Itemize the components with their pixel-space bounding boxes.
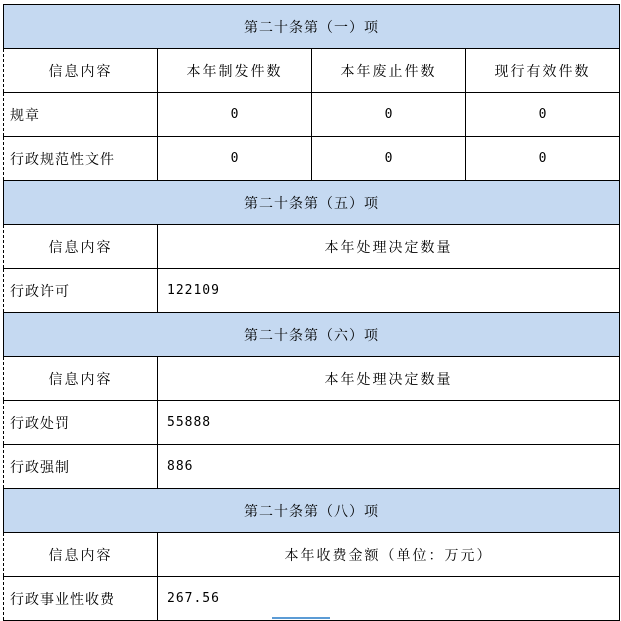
table-cell: 0 — [158, 137, 312, 181]
column-header-row — [4, 225, 620, 269]
row-label: 规章 — [4, 93, 158, 137]
table-row — [4, 137, 620, 181]
table-cell: 0 — [312, 93, 466, 137]
column-header: 本年处理决定数量 — [158, 357, 620, 401]
table-cell: 886 — [158, 445, 620, 489]
column-header: 本年废止件数 — [312, 49, 466, 93]
section-title: 第二十条第（一）项 — [4, 5, 620, 49]
table-row — [4, 269, 620, 313]
column-header: 现行有效件数 — [466, 49, 620, 93]
column-header-row — [4, 49, 620, 93]
table-row — [4, 401, 620, 445]
row-label: 行政处罚 — [4, 401, 158, 445]
column-header: 本年制发件数 — [158, 49, 312, 93]
column-header: 信息内容 — [4, 225, 158, 269]
row-label: 行政许可 — [4, 269, 158, 313]
table-row — [4, 93, 620, 137]
table-cell: 55888 — [158, 401, 620, 445]
section-title: 第二十条第（八）项 — [4, 489, 620, 533]
row-label: 行政事业性收费 — [4, 577, 158, 621]
column-header-row — [4, 357, 620, 401]
section-title: 第二十条第（六）项 — [4, 313, 620, 357]
table-cell: 0 — [466, 93, 620, 137]
table-cell: 0 — [466, 137, 620, 181]
column-header: 信息内容 — [4, 357, 158, 401]
table-row — [4, 577, 620, 621]
section-header-row — [4, 313, 620, 357]
disclosure-table — [3, 4, 620, 621]
table-row — [4, 445, 620, 489]
section-header-row — [4, 181, 620, 225]
row-label: 行政规范性文件 — [4, 137, 158, 181]
section-header-row — [4, 5, 620, 49]
table-cell: 267.56 — [158, 577, 620, 621]
table-cell: 122109 — [158, 269, 620, 313]
column-header: 信息内容 — [4, 533, 158, 577]
column-header-row — [4, 533, 620, 577]
section-header-row — [4, 489, 620, 533]
column-header: 本年收费金额（单位：万元） — [158, 533, 620, 577]
row-label: 行政强制 — [4, 445, 158, 489]
section-title: 第二十条第（五）项 — [4, 181, 620, 225]
column-header: 信息内容 — [4, 49, 158, 93]
table-cell: 0 — [158, 93, 312, 137]
column-header: 本年处理决定数量 — [158, 225, 620, 269]
table-cell: 0 — [312, 137, 466, 181]
